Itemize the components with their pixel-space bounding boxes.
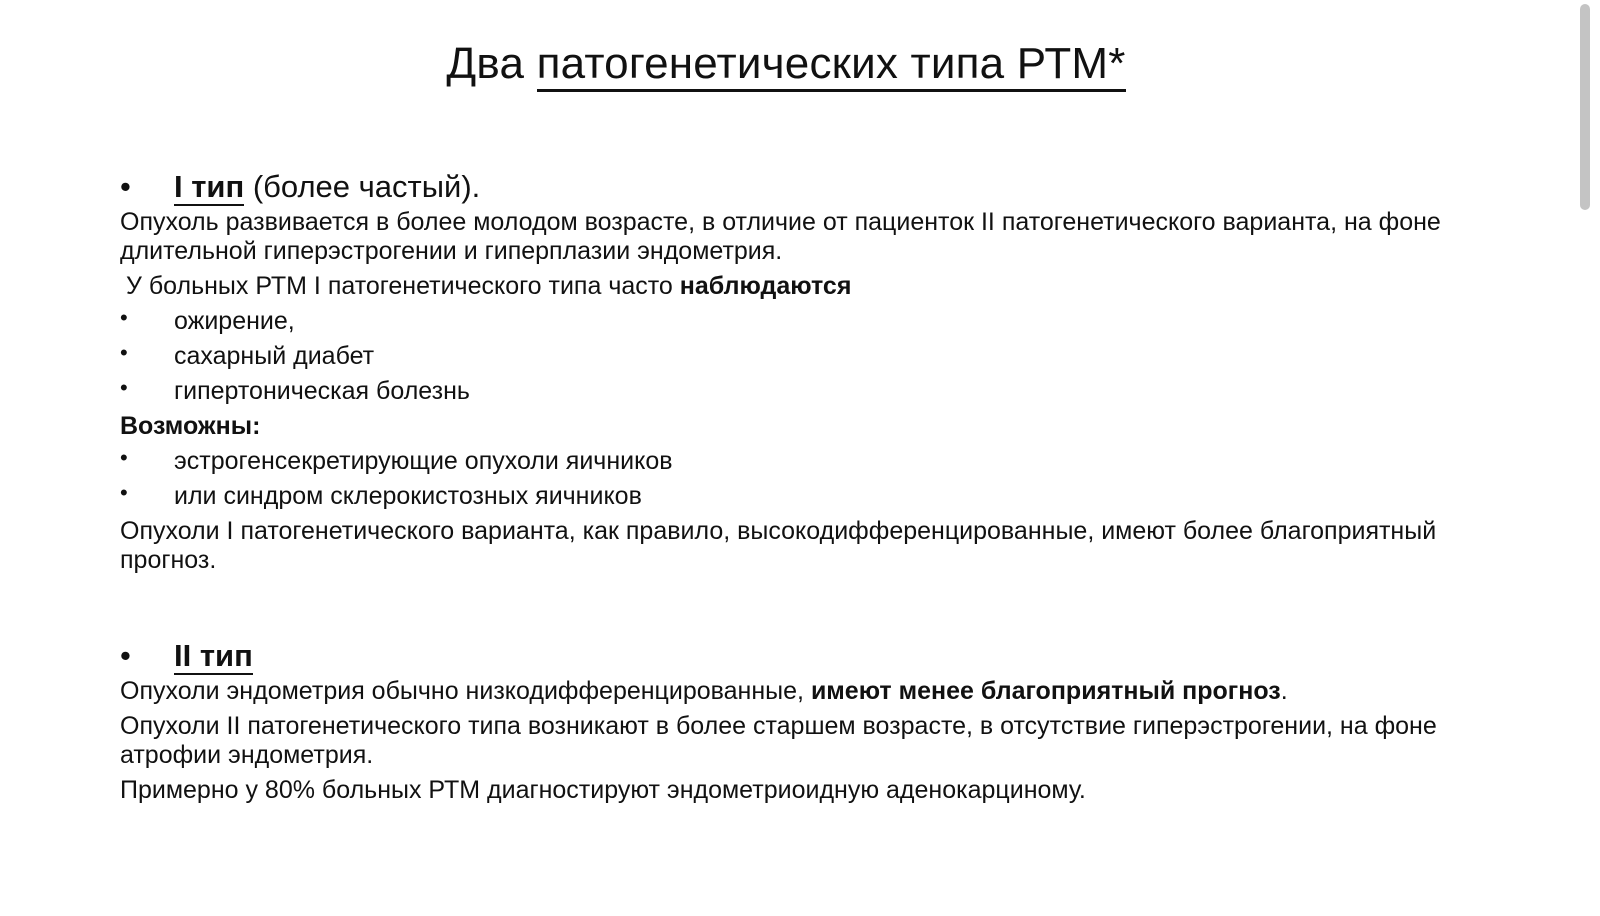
type-1-paragraph-3: Опухоли I патогенетического варианта, как правило, высокодифференцированные, имеют более благоприятный прогноз. bbox=[120, 517, 1437, 574]
title-container bbox=[0, 38, 1572, 91]
type-1-note: (более частый). bbox=[244, 169, 481, 204]
document-content bbox=[120, 168, 1460, 811]
type-2-paragraph-1-suffix: . bbox=[1280, 677, 1288, 705]
title-part-1: Два bbox=[446, 39, 537, 88]
type-2-paragraph-3: Примерно у 80% больных РТМ диагностируют эндометриоидную аденокарциному. bbox=[120, 776, 1086, 804]
list-item-text: гипертоническая болезнь bbox=[174, 377, 470, 405]
bullet: • bbox=[120, 445, 128, 470]
title-part-2-underlined: патогенетических типа РТМ* bbox=[537, 39, 1126, 92]
list-item-text: ожирение, bbox=[174, 307, 295, 335]
scrollbar-thumb[interactable] bbox=[1580, 4, 1590, 210]
type-1-paragraph-2-bold: наблюдаются bbox=[679, 272, 852, 300]
type-1-possible-list bbox=[120, 447, 1460, 511]
bullet: • bbox=[120, 375, 128, 400]
type-1-paragraph-1: Опухоль развивается в более молодом возрасте, в отличие от пациенток II патогенетического варианта, на фоне длительной гиперэстрогении и гиперплазии эндометрия. bbox=[120, 208, 1441, 265]
list-item-text: эстрогенсекретирующие опухоли яичников bbox=[174, 447, 673, 475]
type-1-label: I тип bbox=[174, 169, 245, 204]
type-1-paragraph-2 bbox=[120, 272, 1460, 301]
list-item-text: сахарный диабет bbox=[174, 342, 375, 370]
section-heading-type-2 bbox=[120, 637, 1460, 675]
type-1-paragraph-2-text: У больных РТМ I патогенетического типа часто bbox=[126, 272, 680, 300]
list-item bbox=[120, 447, 1460, 476]
bullet: • bbox=[120, 340, 128, 365]
list-item-text: или синдром склерокистозных яичников bbox=[174, 482, 642, 510]
section-gap bbox=[120, 581, 1460, 637]
section-heading-type-1 bbox=[120, 168, 1460, 206]
bullet: • bbox=[120, 480, 128, 505]
list-item bbox=[120, 307, 1460, 336]
list-item bbox=[120, 482, 1460, 511]
type-2-paragraph-2: Опухоли II патогенетического типа возникают в более старшем возрасте, в отсутствие гиперэстрогении, на фоне атрофии эндометрия. bbox=[120, 712, 1437, 769]
type-2-paragraph-1 bbox=[120, 677, 1460, 706]
page-title bbox=[446, 38, 1125, 91]
vertical-scrollbar[interactable] bbox=[1572, 0, 1600, 916]
list-item bbox=[120, 377, 1460, 406]
bullet: • bbox=[120, 169, 131, 204]
type-2-label: II тип bbox=[174, 638, 253, 673]
type-1-conditions-list bbox=[120, 307, 1460, 406]
type-2-paragraph-1-bold: имеют менее благоприятный прогноз bbox=[810, 677, 1281, 705]
type-2-paragraph-1-text: Опухоли эндометрия обычно низкодифференцированные, bbox=[120, 677, 811, 705]
possible-label: Возможны: bbox=[120, 412, 261, 440]
bullet: • bbox=[120, 305, 128, 330]
list-item bbox=[120, 342, 1460, 371]
bullet: • bbox=[120, 638, 131, 673]
